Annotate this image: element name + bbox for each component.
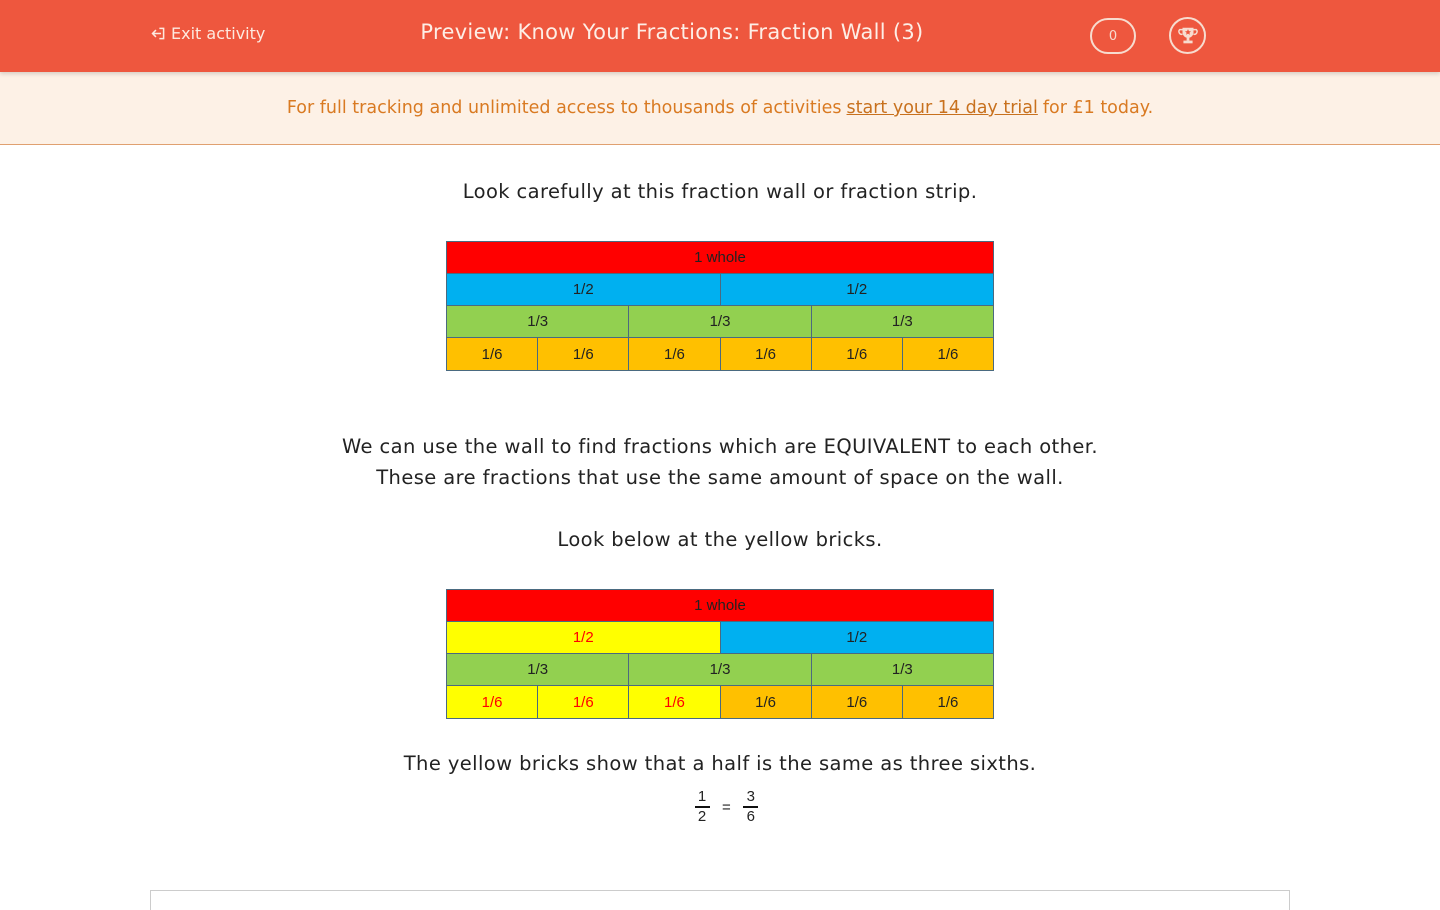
fraction-brick: 1/3	[629, 654, 811, 686]
trophy-icon	[1177, 25, 1199, 47]
start-trial-link[interactable]: start your 14 day trial	[846, 98, 1038, 118]
banner-text: For full tracking and unlimited access to thousands of activities	[286, 98, 842, 118]
conclusion-text: The yellow bricks show that a half is the same as three sixths.	[403, 752, 1037, 775]
fraction-brick: 1/6	[538, 686, 629, 718]
fraction-wall-1	[446, 241, 994, 371]
wall-row	[447, 242, 993, 274]
fraction-brick: 1/6	[629, 338, 720, 370]
intro-text: Look carefully at this fraction wall or fraction strip.	[462, 180, 978, 203]
fraction-brick: 1/2	[447, 622, 721, 654]
fraction-equation	[694, 788, 759, 826]
fraction-brick: 1/6	[538, 338, 629, 370]
fraction-brick: 1/2	[721, 274, 994, 306]
fraction-brick: 1/6	[903, 338, 993, 370]
trophy-button[interactable]	[1169, 17, 1206, 54]
fraction-brick: 1/6	[721, 686, 812, 718]
denominator: 2	[697, 808, 707, 825]
equivalent-text-line2: These are fractions that use the same amount of space on the wall.	[376, 466, 1064, 489]
fraction-brick: 1/3	[812, 654, 993, 686]
fraction-brick: 1 whole	[447, 590, 993, 622]
fraction-brick: 1/6	[721, 338, 812, 370]
fraction-brick: 1/3	[812, 306, 993, 338]
fraction-brick: 1/2	[447, 274, 721, 306]
fraction-wall-2	[446, 589, 994, 719]
numerator: 1	[697, 788, 707, 805]
fraction-brick: 1/6	[447, 686, 538, 718]
wall-row	[447, 274, 993, 306]
fraction-brick: 1/3	[447, 654, 629, 686]
wall-row	[447, 686, 993, 718]
denominator: 6	[746, 808, 755, 825]
numerator: 3	[746, 788, 755, 805]
fraction-brick: 1/3	[447, 306, 629, 338]
wall-row	[447, 622, 993, 654]
top-bar	[0, 0, 1440, 72]
fraction-three-sixths	[743, 788, 759, 826]
fraction-brick: 1/6	[447, 338, 538, 370]
fraction-brick: 1/6	[812, 338, 903, 370]
fraction-brick: 1/6	[903, 686, 993, 718]
wall-row	[447, 306, 993, 338]
equivalent-text-line1: We can use the wall to find fractions which are EQUIVALENT to each other.	[342, 435, 1098, 458]
trial-banner	[0, 72, 1440, 145]
fraction-half	[694, 788, 710, 826]
answer-panel	[150, 890, 1290, 910]
fraction-brick: 1 whole	[447, 242, 993, 274]
score-badge: 0	[1090, 18, 1136, 54]
look-below-text: Look below at the yellow bricks.	[557, 528, 883, 551]
banner-text-end: for £1 today.	[1042, 98, 1154, 118]
wall-row	[447, 654, 993, 686]
wall-row	[447, 338, 993, 370]
wall-row	[447, 590, 993, 622]
fraction-brick: 1/6	[629, 686, 720, 718]
equals-sign: =	[722, 798, 731, 816]
exit-activity-label: Exit activity	[171, 24, 266, 43]
page-title: Preview: Know Your Fractions: Fraction Wall (3)	[420, 20, 924, 44]
fraction-brick: 1/6	[812, 686, 903, 718]
fraction-brick: 1/3	[629, 306, 811, 338]
fraction-brick: 1/2	[721, 622, 994, 654]
